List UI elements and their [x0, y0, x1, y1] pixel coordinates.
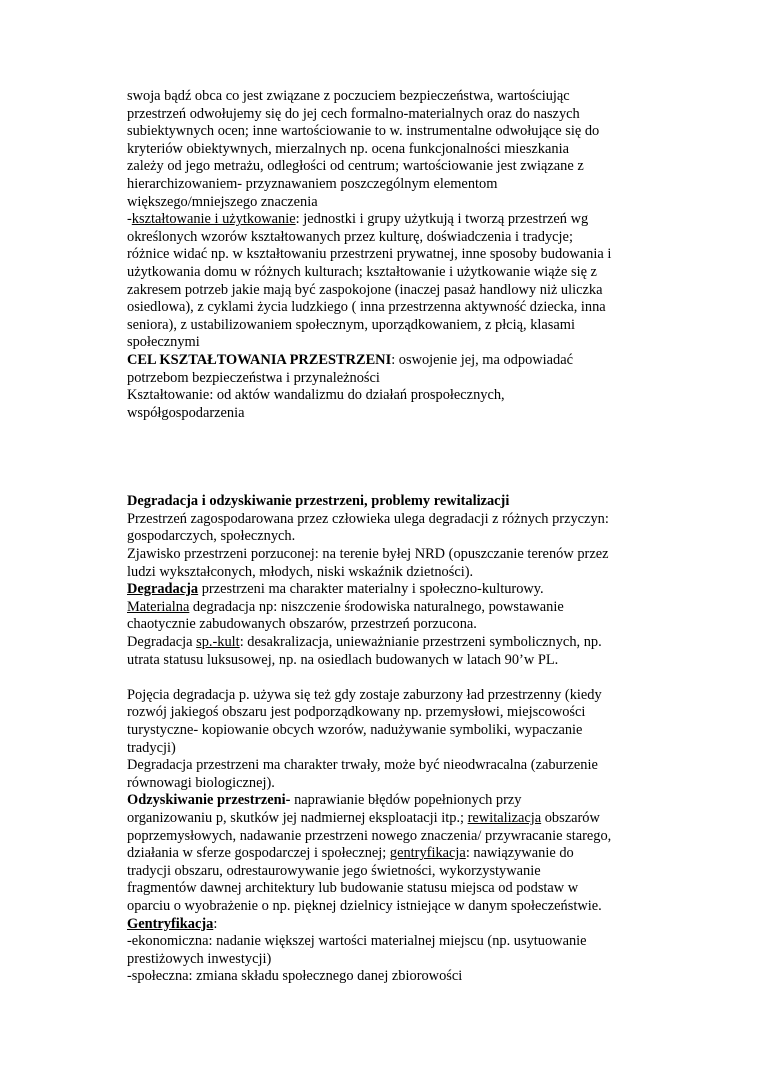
term-gentryfikacja-heading: Gentryfikacja [127, 915, 214, 932]
text-line [127, 599, 647, 617]
document-page [127, 88, 647, 986]
text-line: fragmentów dawnej architektury lub budowanie statusu miejsca od podstaw w [127, 880, 579, 897]
text-line: Przestrzeń zagospodarowana przez człowieka ulega degradacji z różnych przyczyn: [127, 510, 609, 527]
definition-text: naprawianie błędów popełnionych przy [290, 792, 522, 809]
text-line: chaotycznie zabudowanych obszarów, przestrzeń porzucona. [127, 616, 477, 633]
text-line [127, 792, 647, 810]
text-line: Pojęcia degradacja p. używa się też gdy zostaje zaburzony ład przestrzenny (kiedy [127, 686, 602, 703]
text-line: współgospodarzenia [127, 404, 245, 421]
text-line: osiedlowa), z cyklami życia ludzkiego ( inna przestrzenna aktywność dziecka, inna [127, 299, 606, 316]
paragraph-odzyskiwanie [127, 792, 647, 915]
text-line: oparciu o wyobrażenie o np. pięknej dzielnicy istniejące w danym społeczeństwie. [127, 897, 602, 914]
text-line: seniora), z ustabilizowaniem społecznym, uporządkowaniem, z płcią, klasami [127, 316, 575, 333]
term-cel-ksztaltowania: CEL KSZTAŁTOWANIA PRZESTRZENI [127, 351, 392, 368]
text-line [127, 845, 647, 863]
dash-prefix: - [127, 211, 132, 228]
text-line: zależy od jego metrażu, odległości od centrum; wartościowanie jest związane z [127, 158, 584, 175]
definition-text: : jednostki i grupy użytkują i tworzą przestrzeń wg [295, 211, 589, 228]
text-segment: : nawiązywanie do [465, 845, 574, 862]
text-line: subiektywnych ocen; inne wartościowanie to w. instrumentalne odwołujące się do [127, 123, 600, 140]
text-segment: organizowaniu p, skutków jej nadmiernej eksploatacji itp.; [127, 809, 468, 826]
text-line [127, 352, 647, 370]
text-line: -ekonomiczna: nadanie większej wartości materialnej miejscu (np. usytuowanie [127, 933, 587, 950]
text-line: utrata statusu luksusowej, np. na osiedlach budowanych w latach 90’w PL. [127, 651, 559, 668]
text-segment: : [213, 915, 218, 932]
term-degradacja: Degradacja [127, 581, 199, 598]
text-line [127, 916, 647, 934]
text-line [127, 211, 647, 229]
definition-text: przestrzeni ma charakter materialny i społeczno-kulturowy. [198, 581, 544, 598]
definition-text: : oswojenie jej, ma odpowiadać [391, 351, 574, 368]
text-line: tradycji) [127, 739, 176, 756]
paragraph-pojecia [127, 687, 647, 793]
text-line: użytkowania domu w różnych kulturach; kształtowanie i użytkowanie wiąże się z [127, 263, 597, 280]
text-line: przestrzeń odwołujemy się do jej cech formalno-materialnych oraz do naszych [127, 105, 580, 122]
text-segment: obszarów [541, 809, 600, 826]
text-line: ludzi wykształconych, młodych, niski wskaźnik dzietności). [127, 563, 474, 580]
text-line: poprzemysłowych, nadawanie przestrzeni nowego znaczenia/ przywracanie starego, [127, 827, 612, 844]
term-sp-kult: sp.-kult [196, 634, 240, 651]
term-gentryfikacja: gentryfikacja [389, 845, 466, 862]
paragraph-cel [127, 352, 647, 422]
text-line: określonych wzorów kształtowanych przez kulturę, doświadczenia i tradycje; [127, 228, 573, 245]
text-line [127, 634, 647, 652]
spacer [127, 669, 647, 687]
text-line [127, 581, 647, 599]
definition-text: degradacja np: niszczenie środowiska naturalnego, powstawanie [189, 598, 564, 615]
text-line: społecznymi [127, 334, 200, 351]
text-line: swoja bądź obca co jest związane z poczuciem bezpieczeństwa, wartościując [127, 88, 570, 104]
paragraph-wartosciowanie [127, 88, 647, 211]
text-line: -społeczna: zmiana składu społecznego danej zbiorowości [127, 968, 463, 985]
term-ksztaltowanie-uzytkowanie: kształtowanie i użytkowanie [131, 211, 296, 228]
text-line: równowagi biologicznej). [127, 774, 275, 791]
text-line: zakresem potrzeb jakie mają być zaspokojone (inaczej pasaż handlowy niż uliczka [127, 281, 603, 298]
text-line: Zjawisko przestrzeni porzuconej: na terenie byłej NRD (opuszczanie terenów przez [127, 546, 609, 563]
text-line [127, 810, 647, 828]
text-line: kryteriów obiektywnych, mierzalnych np. ocena funkcjonalności mieszkania [127, 140, 569, 157]
text-line: hierarchizowaniem- przyznawaniem poszczególnym elementom [127, 175, 498, 192]
definition-text: : desakralizacja, unieważnianie przestrzeni symbolicznych, np. [239, 634, 602, 651]
text-line: Kształtowanie: od aktów wandalizmu do działań prospołecznych, [127, 387, 505, 404]
term-odzyskiwanie: Odzyskiwanie przestrzeni- [127, 792, 291, 809]
text-segment: działania w sferze gospodarczej i społecznej; [127, 845, 390, 862]
text-line: potrzebom bezpieczeństwa i przynależności [127, 369, 380, 386]
section-heading: Degradacja i odzyskiwanie przestrzeni, problemy rewitalizacji [127, 493, 510, 510]
paragraph-gentryfikacja [127, 916, 647, 986]
text-line: prestiżowych inwestycji) [127, 950, 272, 967]
term-materialna: Materialna [127, 598, 190, 615]
text-line: turystyczne- kopiowanie obcych wzorów, nadużywanie symboliki, wypaczanie [127, 722, 583, 738]
paragraph-degradacja-intro [127, 511, 647, 581]
text-line: gospodarczych, społecznych. [127, 528, 296, 545]
text-line: większego/mniejszego znaczenia [127, 193, 318, 210]
text-prefix: Degradacja [127, 634, 197, 651]
paragraph-ksztaltowanie-uzytkowanie [127, 211, 647, 352]
text-line: rozwój jakiegoś obszaru jest podporządkowany np. przemysłowi, miejscowości [127, 704, 586, 721]
term-rewitalizacja: rewitalizacja [467, 809, 542, 826]
text-line: różnice widać np. w kształtowaniu przestrzeni prywatnej, inne sposoby budowania i [127, 246, 612, 263]
text-line: tradycji obszaru, odrestaurowywanie jego świetności, wykorzystywanie [127, 862, 541, 879]
text-line: Degradacja przestrzeni ma charakter trwały, może być nieodwracalna (zaburzenie [127, 757, 598, 774]
spacer [127, 422, 647, 493]
